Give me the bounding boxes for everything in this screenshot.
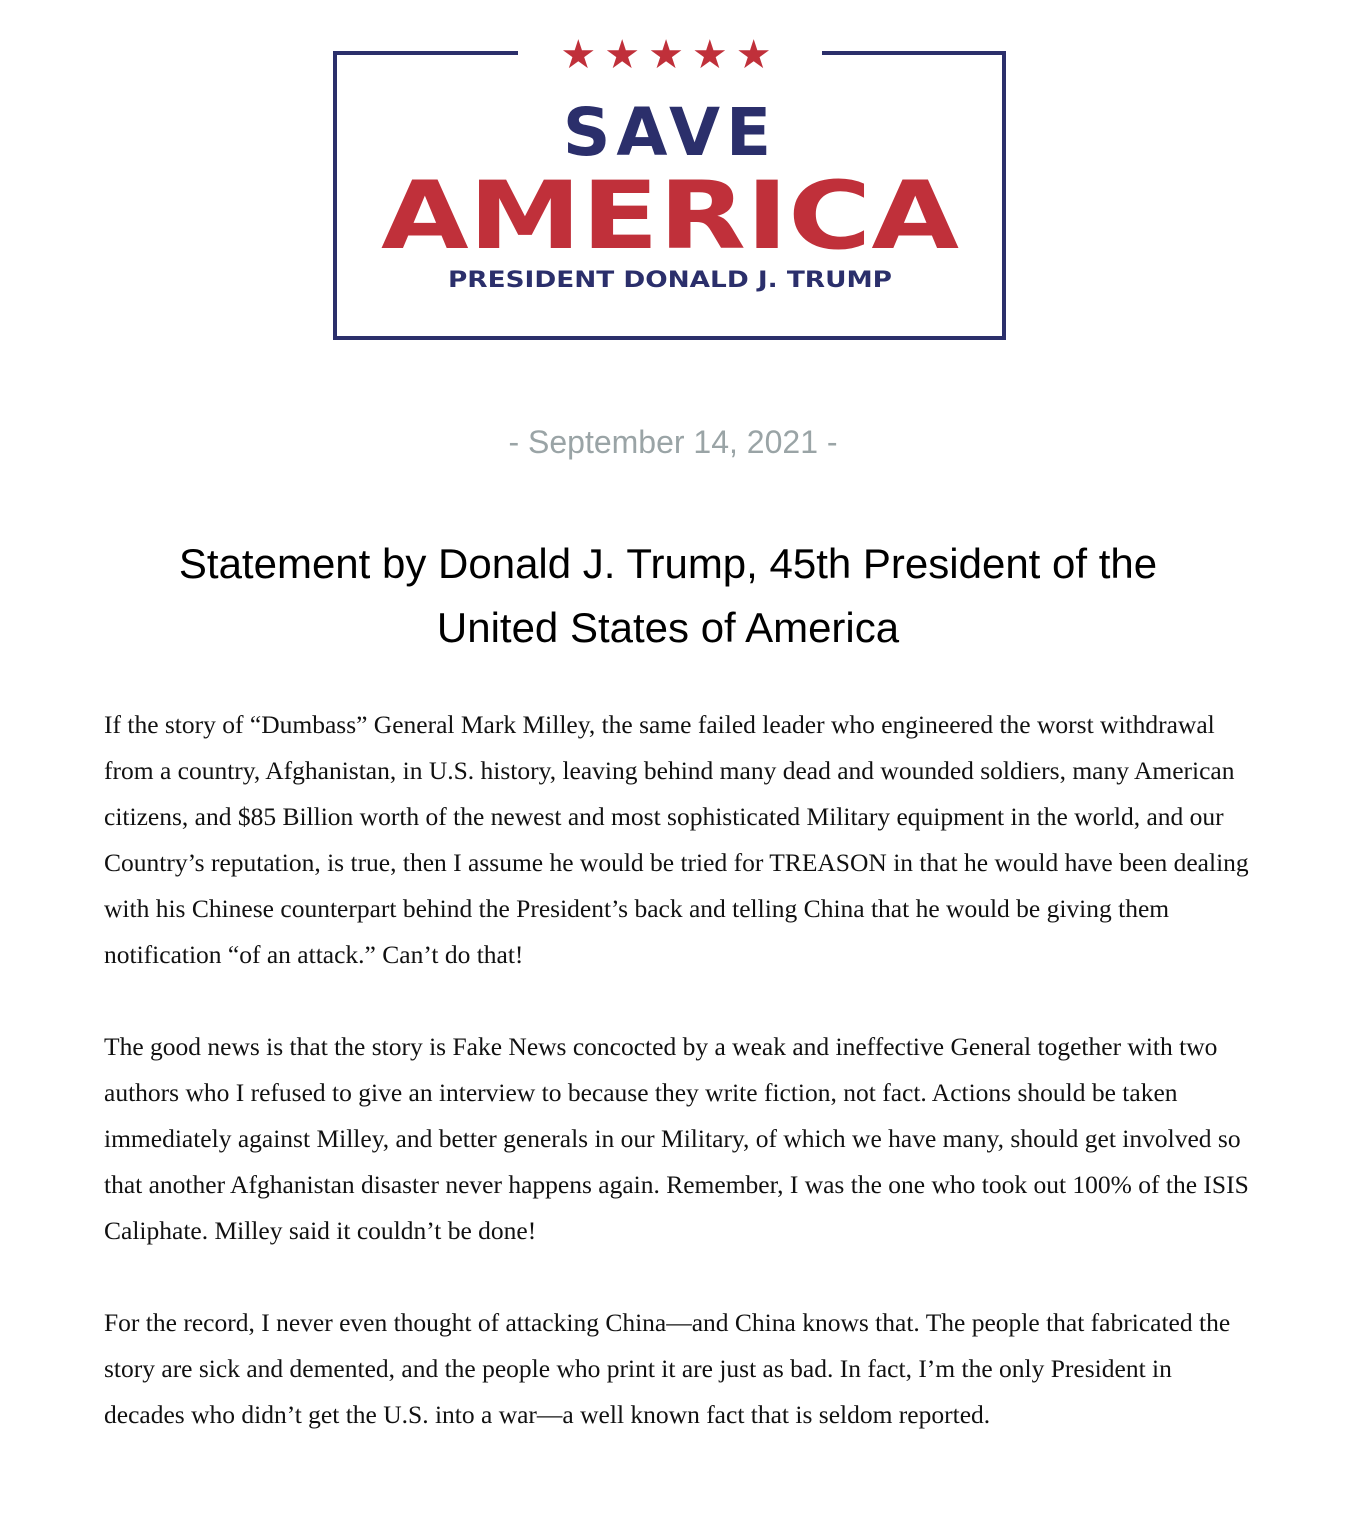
logo-america-text: AMERICA (381, 162, 960, 271)
statement-body (104, 702, 1254, 1484)
logo-subtitle-text: PRESIDENT DONALD J. TRUMP (448, 268, 892, 293)
save-america-logo (0, 0, 1346, 360)
paragraph: The good news is that the story is Fake News concocted by a weak and ineffective General together with two authors who I refused to give an interview to because they write fiction, not fact. Actions should be taken immediately against Milley, and better generals in our Military, of which we have many, should get involved so that another Afghanistan disaster never happens again. Remember, I was the one who took out 100% of the ISIS Caliphate. Milley said it couldn’t be done! (104, 1032, 1249, 1245)
statement-title: Statement by Donald J. Trump, 45th President of the United States of America (178, 540, 1158, 651)
paragraph: For the record, I never even thought of attacking China—and China knows that. The people that fabricated the story are sick and demented, and the people who print it are just as bad. In fact, I’m the only President in decades who didn’t get the U.S. into a war—a well known fact that is seldom reported. (104, 1308, 1231, 1429)
logo-save-text: SAVE (562, 94, 778, 171)
paragraph: If the story of “Dumbass” General Mark Milley, the same failed leader who engineered the worst withdrawal from a country, Afghanistan, in U.S. history, leaving behind many dead and wounded soldiers, many American citizens, and $85 Billion worth of the newest and most sophisticated Military equipment in the world, and our Country’s reputation, is true, then I assume he would be tried for TREASON in that he would have been dealing with his Chinese counterpart behind the President’s back and telling China that he would be giving them notification “of an attack.” Can’t do that! (104, 710, 1249, 969)
logo-frame (0, 0, 1346, 360)
stars-icon: ★★★★★ (560, 32, 780, 78)
statement-date: - September 14, 2021 - (508, 424, 838, 460)
